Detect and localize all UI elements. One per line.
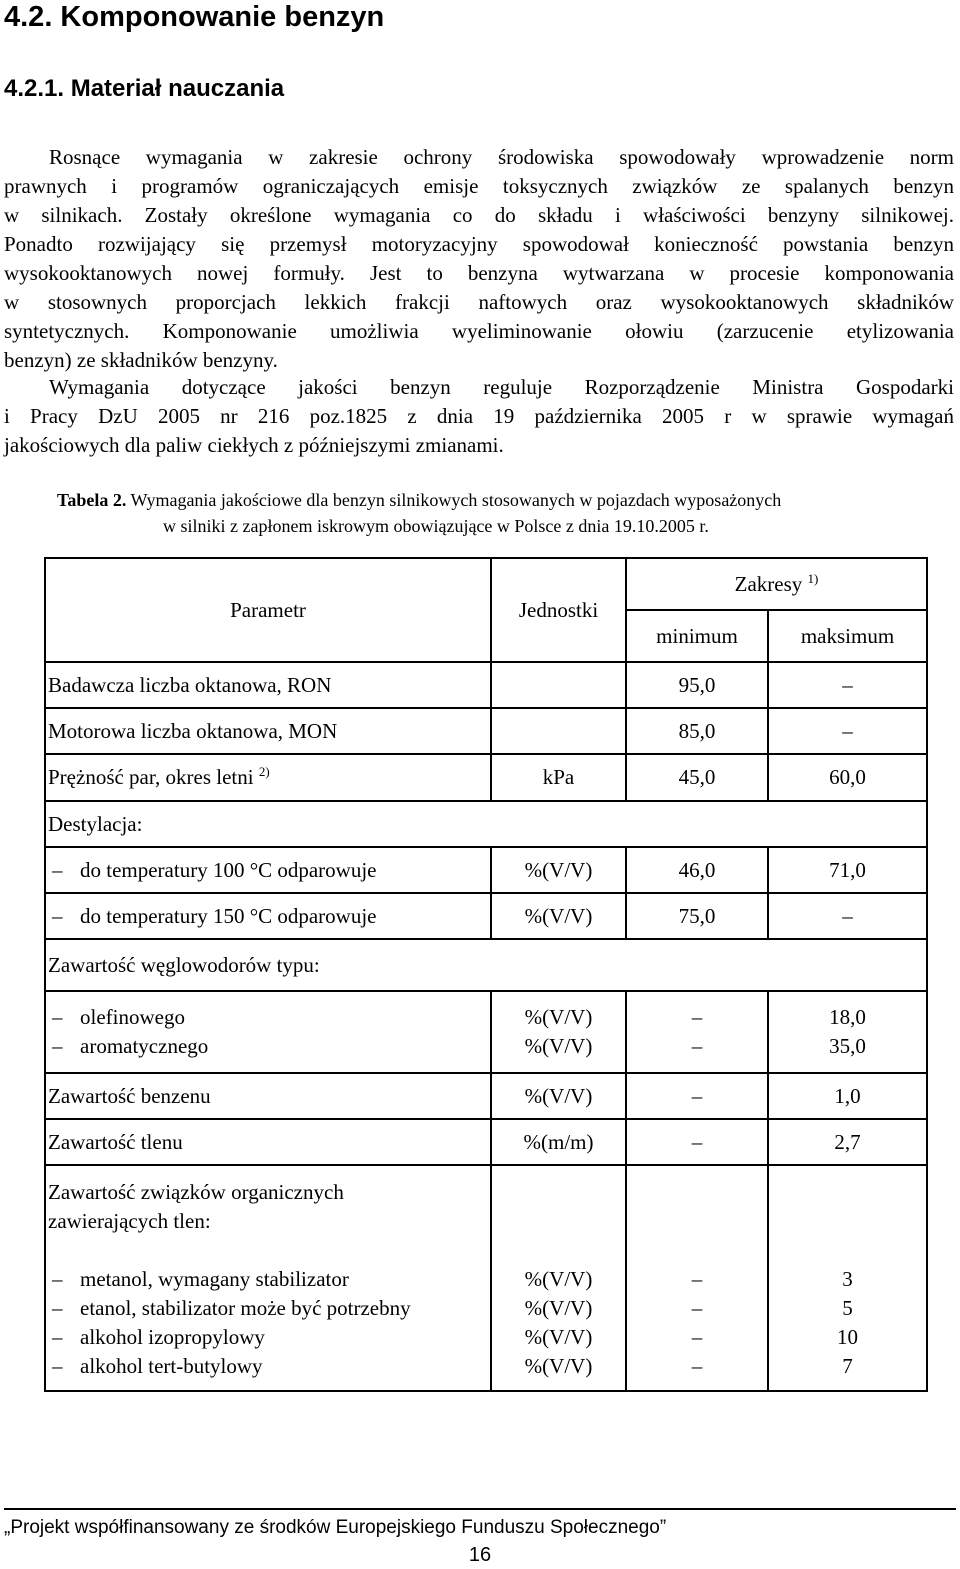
cell-unit [491, 1165, 626, 1391]
cell-unit-text: %(V/V) [524, 1325, 593, 1349]
header-minimum: minimum [626, 610, 768, 662]
header-jednostki: Jednostki [491, 558, 626, 662]
table-header-row [45, 558, 927, 610]
footer-text: „Projekt współfinansowany ze środków Europejskiego Funduszu Społecznego” [4, 1517, 667, 1538]
cell-max: 1,0 [768, 1073, 927, 1119]
table-caption [57, 487, 917, 539]
caption-label: Tabela 2. [57, 490, 127, 510]
cell-min-text: – [691, 1267, 703, 1291]
cell-section-label: Zawartość węglowodorów typu: [45, 939, 927, 991]
cell-min: 85,0 [626, 708, 768, 754]
table-row [45, 847, 927, 893]
dash-bullet: – [52, 1267, 63, 1291]
text-line: benzyn) ze składników benzyny. [4, 348, 278, 372]
cell-param: Badawcza liczba oktanowa, RON [45, 662, 491, 708]
cell-unit-text: %(V/V) [524, 1267, 593, 1291]
cell-param [45, 1165, 491, 1391]
cell-max [768, 1165, 927, 1391]
cell-param-text: aromatycznego [80, 1034, 209, 1058]
dash-bullet: – [52, 903, 63, 928]
cell-min-text: – [691, 1005, 703, 1029]
cell-max: 71,0 [768, 847, 927, 893]
cell-section-label: Destylacja: [45, 801, 927, 847]
dash-bullet: – [52, 1034, 63, 1058]
table-row [45, 662, 927, 708]
text-line: prawnych i programów ograniczających emisje toksycznych związków ze spalanych benzyn [4, 174, 954, 198]
cell-unit: %(V/V) [491, 1073, 626, 1119]
header-zakresy [626, 558, 927, 610]
cell-param: Zawartość tlenu [45, 1119, 491, 1165]
sub-item [48, 1294, 488, 1323]
dash-bullet: – [52, 1296, 63, 1320]
text-line: Wymagania dotyczące jakości benzyn reguluje Rozporządzenie Ministra Gospodarki [49, 375, 954, 399]
section-heading: 4.2. Komponowanie benzyn [4, 1, 385, 33]
subsection-heading: 4.2.1. Materiał nauczania [4, 75, 285, 102]
cell-param-text: zawierających tlen: [48, 1209, 211, 1233]
sub-item [48, 1032, 488, 1061]
cell-param-text: Prężność par, okres letni [48, 765, 254, 789]
cell-min-text: – [691, 1354, 703, 1378]
paragraph-1 [4, 143, 954, 375]
cell-max [768, 991, 927, 1073]
cell-param [45, 847, 491, 893]
cell-max-text: 35,0 [829, 1034, 866, 1058]
cell-param-text: do temperatury 100 °C odparowuje [80, 857, 377, 882]
text-line: w stosownych proporcjach lekkich frakcji naftowych oraz wysokooktanowych składników [4, 290, 954, 314]
footer-divider [4, 1508, 956, 1510]
sub-item [48, 1265, 488, 1294]
cell-unit: %(V/V) [491, 893, 626, 939]
cell-unit-text: %(V/V) [524, 1354, 593, 1378]
table-row [45, 991, 927, 1073]
cell-max: – [768, 893, 927, 939]
cell-param [45, 754, 491, 801]
page-number: 16 [468, 1544, 492, 1566]
paragraph-2 [4, 373, 954, 460]
table-row [45, 1119, 927, 1165]
dash-bullet: – [52, 857, 63, 882]
dash-bullet: – [52, 1325, 63, 1349]
text-line: Ponadto rozwijający się przemysł motoryzacyjny spowodował konieczność powstania benzyn [4, 232, 954, 256]
sub-item [48, 1003, 488, 1032]
cell-min [626, 1165, 768, 1391]
table-row [45, 754, 927, 801]
cell-unit: %(m/m) [491, 1119, 626, 1165]
cell-min: 95,0 [626, 662, 768, 708]
cell-max: 60,0 [768, 754, 927, 801]
cell-min [626, 991, 768, 1073]
cell-min: 46,0 [626, 847, 768, 893]
text-line: wysokooktanowych nowej formuły. Jest to benzyna wytwarzana w procesie komponowania [4, 261, 954, 285]
text-line: jakościowych dla paliw ciekłych z późniejszymi zmianami. [4, 433, 504, 457]
cell-max-text: 3 [842, 1267, 853, 1291]
cell-unit [491, 991, 626, 1073]
caption-line-1: Wymagania jakościowe dla benzyn silnikowych stosowanych w pojazdach wyposażonych [130, 490, 782, 510]
cell-min-text: – [691, 1296, 703, 1320]
table-row [45, 801, 927, 847]
cell-min: – [626, 1073, 768, 1119]
cell-max-text: 7 [842, 1354, 853, 1378]
dash-bullet: – [52, 1354, 63, 1378]
table-row [45, 708, 927, 754]
cell-param: Motorowa liczba oktanowa, MON [45, 708, 491, 754]
cell-min: 75,0 [626, 893, 768, 939]
text-line: w silnikach. Zostały określone wymagania co do składu i właściwości benzyny silnikowej. [4, 203, 954, 227]
table-row [45, 893, 927, 939]
header-maksimum: maksimum [768, 610, 927, 662]
text-line: i Pracy DzU 2005 nr 216 poz.1825 z dnia 19 października 2005 r w sprawie wymagań [4, 404, 954, 428]
text-line: syntetycznych. Komponowanie umożliwia wyeliminowanie ołowiu (zarzucenie etylizowania [4, 319, 954, 343]
caption-line-2: w silniki z zapłonem iskrowym obowiązujące w Polsce z dnia 19.10.2005 r. [163, 516, 709, 536]
cell-unit-text: %(V/V) [524, 1034, 593, 1058]
cell-min-text: – [691, 1034, 703, 1058]
cell-param-text: do temperatury 150 °C odparowuje [80, 903, 377, 928]
cell-min-text: – [691, 1325, 703, 1349]
cell-param-text: Zawartość związków organicznych [48, 1180, 344, 1204]
sub-item [48, 1323, 488, 1352]
sub-item [48, 1352, 488, 1381]
table-row [45, 1073, 927, 1119]
text-line: Rosnące wymagania w zakresie ochrony środowiska spowodowały wprowadzenie norm [49, 145, 954, 169]
cell-min: – [626, 1119, 768, 1165]
cell-param-text: metanol, wymagany stabilizator [80, 1267, 349, 1291]
footnote-marker: 1) [807, 570, 819, 586]
dash-bullet: – [52, 1005, 63, 1029]
cell-param-text: etanol, stabilizator może być potrzebny [80, 1296, 411, 1320]
cell-min: 45,0 [626, 754, 768, 801]
cell-unit: kPa [491, 754, 626, 801]
cell-unit [491, 662, 626, 708]
cell-unit-text: %(V/V) [524, 1005, 593, 1029]
cell-max-text: 5 [842, 1296, 853, 1320]
cell-max-text: 10 [837, 1325, 858, 1349]
cell-max-text: 18,0 [829, 1005, 866, 1029]
cell-max: 2,7 [768, 1119, 927, 1165]
header-parametr: Parametr [45, 558, 491, 662]
cell-param [45, 991, 491, 1073]
cell-param: Zawartość benzenu [45, 1073, 491, 1119]
header-zakresy-label: Zakresy [734, 571, 803, 596]
requirements-table [44, 557, 928, 1392]
cell-unit: %(V/V) [491, 847, 626, 893]
cell-max: – [768, 708, 927, 754]
footnote-marker: 2) [258, 764, 270, 779]
table-row [45, 939, 927, 991]
table-row [45, 1165, 927, 1391]
cell-param [45, 893, 491, 939]
cell-param-text: alkohol izopropylowy [80, 1325, 265, 1349]
cell-param-text: olefinowego [80, 1005, 185, 1029]
cell-unit [491, 708, 626, 754]
cell-param-text: alkohol tert-butylowy [80, 1354, 263, 1378]
cell-unit-text: %(V/V) [524, 1296, 593, 1320]
cell-max: – [768, 662, 927, 708]
